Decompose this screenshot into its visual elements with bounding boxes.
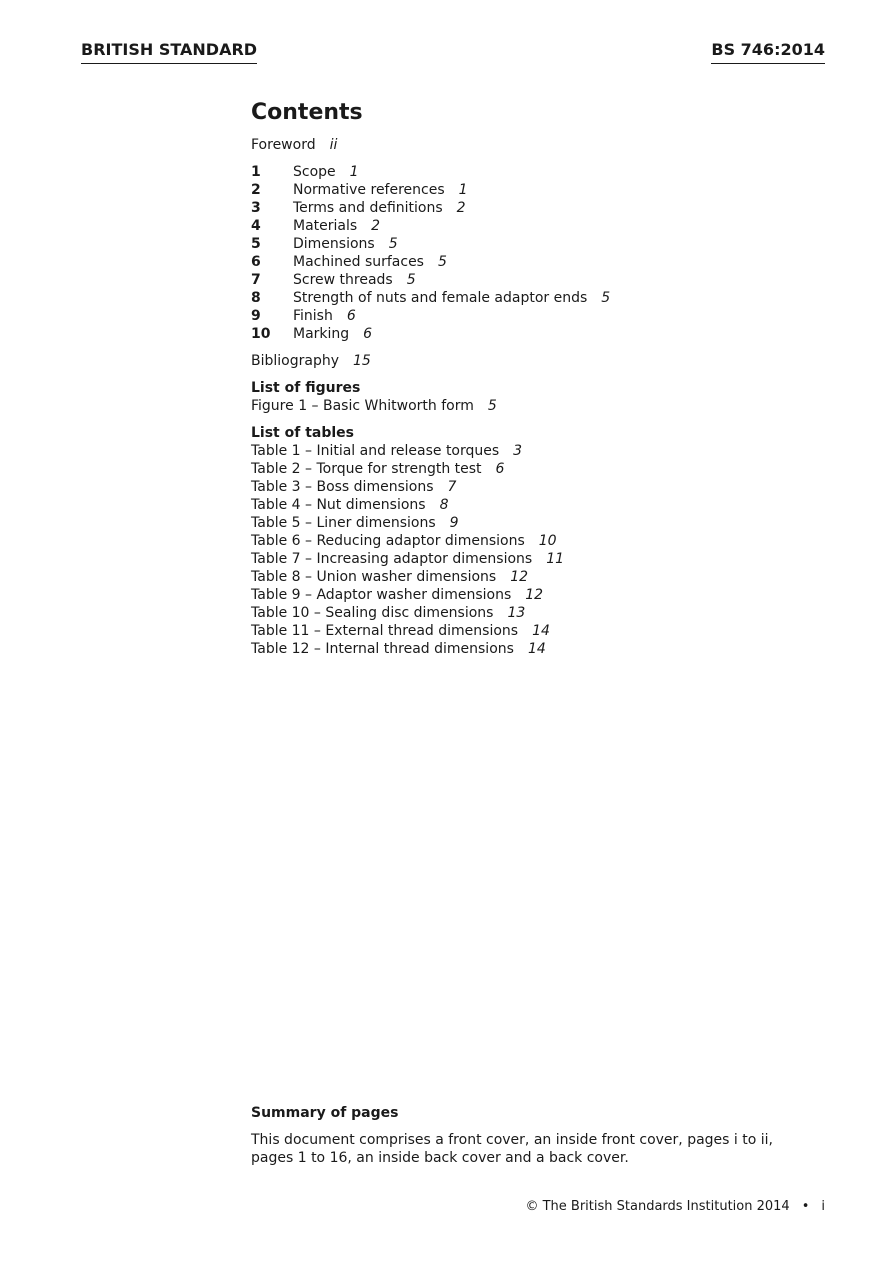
toc-clause-entry[interactable] bbox=[251, 253, 851, 271]
table-of-contents bbox=[251, 98, 851, 667]
table-entry[interactable] bbox=[251, 496, 851, 514]
toc-clause-entry[interactable] bbox=[251, 199, 851, 217]
clause-title-wrap bbox=[293, 181, 468, 199]
running-header-left bbox=[81, 40, 257, 64]
clause-title: Terms and definitions bbox=[293, 200, 443, 216]
table-entry[interactable] bbox=[251, 478, 851, 496]
figure-list bbox=[251, 397, 851, 415]
table-entry-label: Table 10 – Sealing disc dimensions bbox=[251, 605, 494, 621]
clause-page: 6 bbox=[363, 326, 373, 342]
table-entry[interactable] bbox=[251, 514, 851, 532]
bibliography-entry[interactable] bbox=[251, 352, 851, 370]
table-entry-page: 10 bbox=[538, 533, 557, 549]
figures-heading: List of figures bbox=[251, 380, 361, 396]
table-entry-label: Table 9 – Adaptor washer dimensions bbox=[251, 587, 512, 603]
clause-title: Materials bbox=[293, 218, 358, 234]
header-right-rule bbox=[711, 63, 825, 64]
running-header-right bbox=[711, 40, 825, 64]
toc-clause-entry[interactable] bbox=[251, 163, 851, 181]
clause-title: Screw threads bbox=[293, 272, 393, 288]
clause-title: Strength of nuts and female adaptor ends bbox=[293, 290, 588, 306]
table-list bbox=[251, 442, 851, 658]
clause-number: 9 bbox=[251, 308, 261, 324]
clause-title: Normative references bbox=[293, 182, 445, 198]
table-entry-label: Table 2 – Torque for strength test bbox=[251, 461, 482, 477]
table-entry-label: Table 4 – Nut dimensions bbox=[251, 497, 426, 513]
bullet-separator: • bbox=[801, 1199, 810, 1214]
clause-title: Finish bbox=[293, 308, 333, 324]
toc-clause-entry[interactable] bbox=[251, 271, 851, 289]
table-entry-label: Table 7 – Increasing adaptor dimensions bbox=[251, 551, 533, 567]
clause-title-wrap bbox=[293, 253, 447, 271]
clause-number: 2 bbox=[251, 182, 261, 198]
table-entry-page: 3 bbox=[513, 443, 523, 459]
clause-page: 1 bbox=[349, 164, 359, 180]
table-entry[interactable] bbox=[251, 568, 851, 586]
clause-number: 3 bbox=[251, 200, 261, 216]
table-entry-label: Table 3 – Boss dimensions bbox=[251, 479, 434, 495]
table-entry-label: Table 5 – Liner dimensions bbox=[251, 515, 436, 531]
table-entry-page: 12 bbox=[525, 587, 544, 603]
tables-heading: List of tables bbox=[251, 425, 354, 441]
clause-title-wrap bbox=[293, 199, 466, 217]
clause-title-wrap bbox=[293, 289, 610, 307]
standard-label: BRITISH STANDARD bbox=[81, 40, 258, 59]
clause-page: 5 bbox=[601, 290, 611, 306]
table-entry-page: 13 bbox=[507, 605, 526, 621]
clause-title: Scope bbox=[293, 164, 336, 180]
clause-title: Marking bbox=[293, 326, 350, 342]
toc-clause-entry[interactable] bbox=[251, 217, 851, 235]
toc-clause-entry[interactable] bbox=[251, 325, 851, 343]
table-entry-page: 11 bbox=[546, 551, 565, 567]
clause-number: 8 bbox=[251, 290, 261, 306]
foreword-label: Foreword bbox=[251, 137, 316, 153]
clause-page: 2 bbox=[371, 218, 381, 234]
table-entry-page: 14 bbox=[532, 623, 550, 639]
toc-clause-entry[interactable] bbox=[251, 181, 851, 199]
table-entry[interactable] bbox=[251, 460, 851, 478]
table-entry[interactable] bbox=[251, 532, 851, 550]
table-entry-label: Table 1 – Initial and release torques bbox=[251, 443, 500, 459]
summary-heading: Summary of pages bbox=[251, 1105, 399, 1121]
table-entry[interactable] bbox=[251, 604, 851, 622]
contents-title: Contents bbox=[251, 100, 363, 125]
table-entry[interactable] bbox=[251, 640, 851, 658]
clause-list bbox=[251, 163, 851, 343]
clause-page: 2 bbox=[456, 200, 466, 216]
toc-clause-entry[interactable] bbox=[251, 307, 851, 325]
table-entry-label: Table 6 – Reducing adaptor dimensions bbox=[251, 533, 525, 549]
clause-page: 6 bbox=[346, 308, 356, 324]
copyright-notice: © The British Standards Institution 2014 bbox=[525, 1199, 790, 1214]
clause-number: 7 bbox=[251, 272, 261, 288]
figure-entry-label: Figure 1 – Basic Whitworth form bbox=[251, 398, 474, 414]
table-entry-label: Table 8 – Union washer dimensions bbox=[251, 569, 497, 585]
table-entry-page: 6 bbox=[495, 461, 505, 477]
clause-page: 5 bbox=[406, 272, 416, 288]
figure-entry[interactable] bbox=[251, 397, 851, 415]
table-entry-page: 7 bbox=[447, 479, 457, 495]
page-footer bbox=[525, 1198, 825, 1216]
table-entry-label: Table 12 – Internal thread dimensions bbox=[251, 641, 514, 657]
toc-clause-entry[interactable] bbox=[251, 289, 851, 307]
clause-page: 5 bbox=[437, 254, 447, 270]
table-entry-label: Table 11 – External thread dimensions bbox=[251, 623, 519, 639]
standard-number: BS 746:2014 bbox=[711, 40, 825, 59]
summary-text: This document comprises a front cover, an inside front cover, pages i to ii, pages 1 to 16, an inside back cover and a back cover. bbox=[251, 1132, 773, 1166]
list-of-tables bbox=[251, 424, 851, 658]
clause-page: 1 bbox=[458, 182, 468, 198]
table-entry-page: 14 bbox=[527, 641, 546, 657]
toc-clause-entry[interactable] bbox=[251, 235, 851, 253]
clause-number: 5 bbox=[251, 236, 261, 252]
clause-title-wrap bbox=[293, 325, 372, 343]
list-of-figures bbox=[251, 379, 851, 415]
clause-number: 4 bbox=[251, 218, 261, 234]
clause-title-wrap bbox=[293, 307, 356, 325]
foreword-entry[interactable] bbox=[251, 136, 851, 154]
table-entry-page: 9 bbox=[449, 515, 459, 531]
clause-title-wrap bbox=[293, 235, 398, 253]
table-entry[interactable] bbox=[251, 586, 851, 604]
table-entry-page: 12 bbox=[510, 569, 529, 585]
header-left-rule bbox=[81, 63, 257, 64]
figure-entry-page: 5 bbox=[487, 398, 497, 414]
clause-number: 6 bbox=[251, 254, 261, 270]
clause-title: Machined surfaces bbox=[293, 254, 424, 270]
clause-title-wrap bbox=[293, 217, 380, 235]
bibliography-label: Bibliography bbox=[251, 353, 339, 369]
clause-title: Dimensions bbox=[293, 236, 375, 252]
table-entry[interactable] bbox=[251, 550, 851, 568]
foreword-page: ii bbox=[329, 137, 338, 153]
clause-title-wrap bbox=[293, 271, 416, 289]
clause-number: 1 bbox=[251, 164, 261, 180]
table-entry[interactable] bbox=[251, 442, 851, 460]
summary-of-pages bbox=[251, 1104, 811, 1167]
table-entry-page: 8 bbox=[439, 497, 449, 513]
table-entry[interactable] bbox=[251, 622, 851, 640]
clause-number: 10 bbox=[251, 326, 271, 342]
page-number: i bbox=[821, 1199, 825, 1214]
bibliography-page: 15 bbox=[353, 353, 371, 369]
clause-page: 5 bbox=[388, 236, 398, 252]
clause-title-wrap bbox=[293, 163, 359, 181]
